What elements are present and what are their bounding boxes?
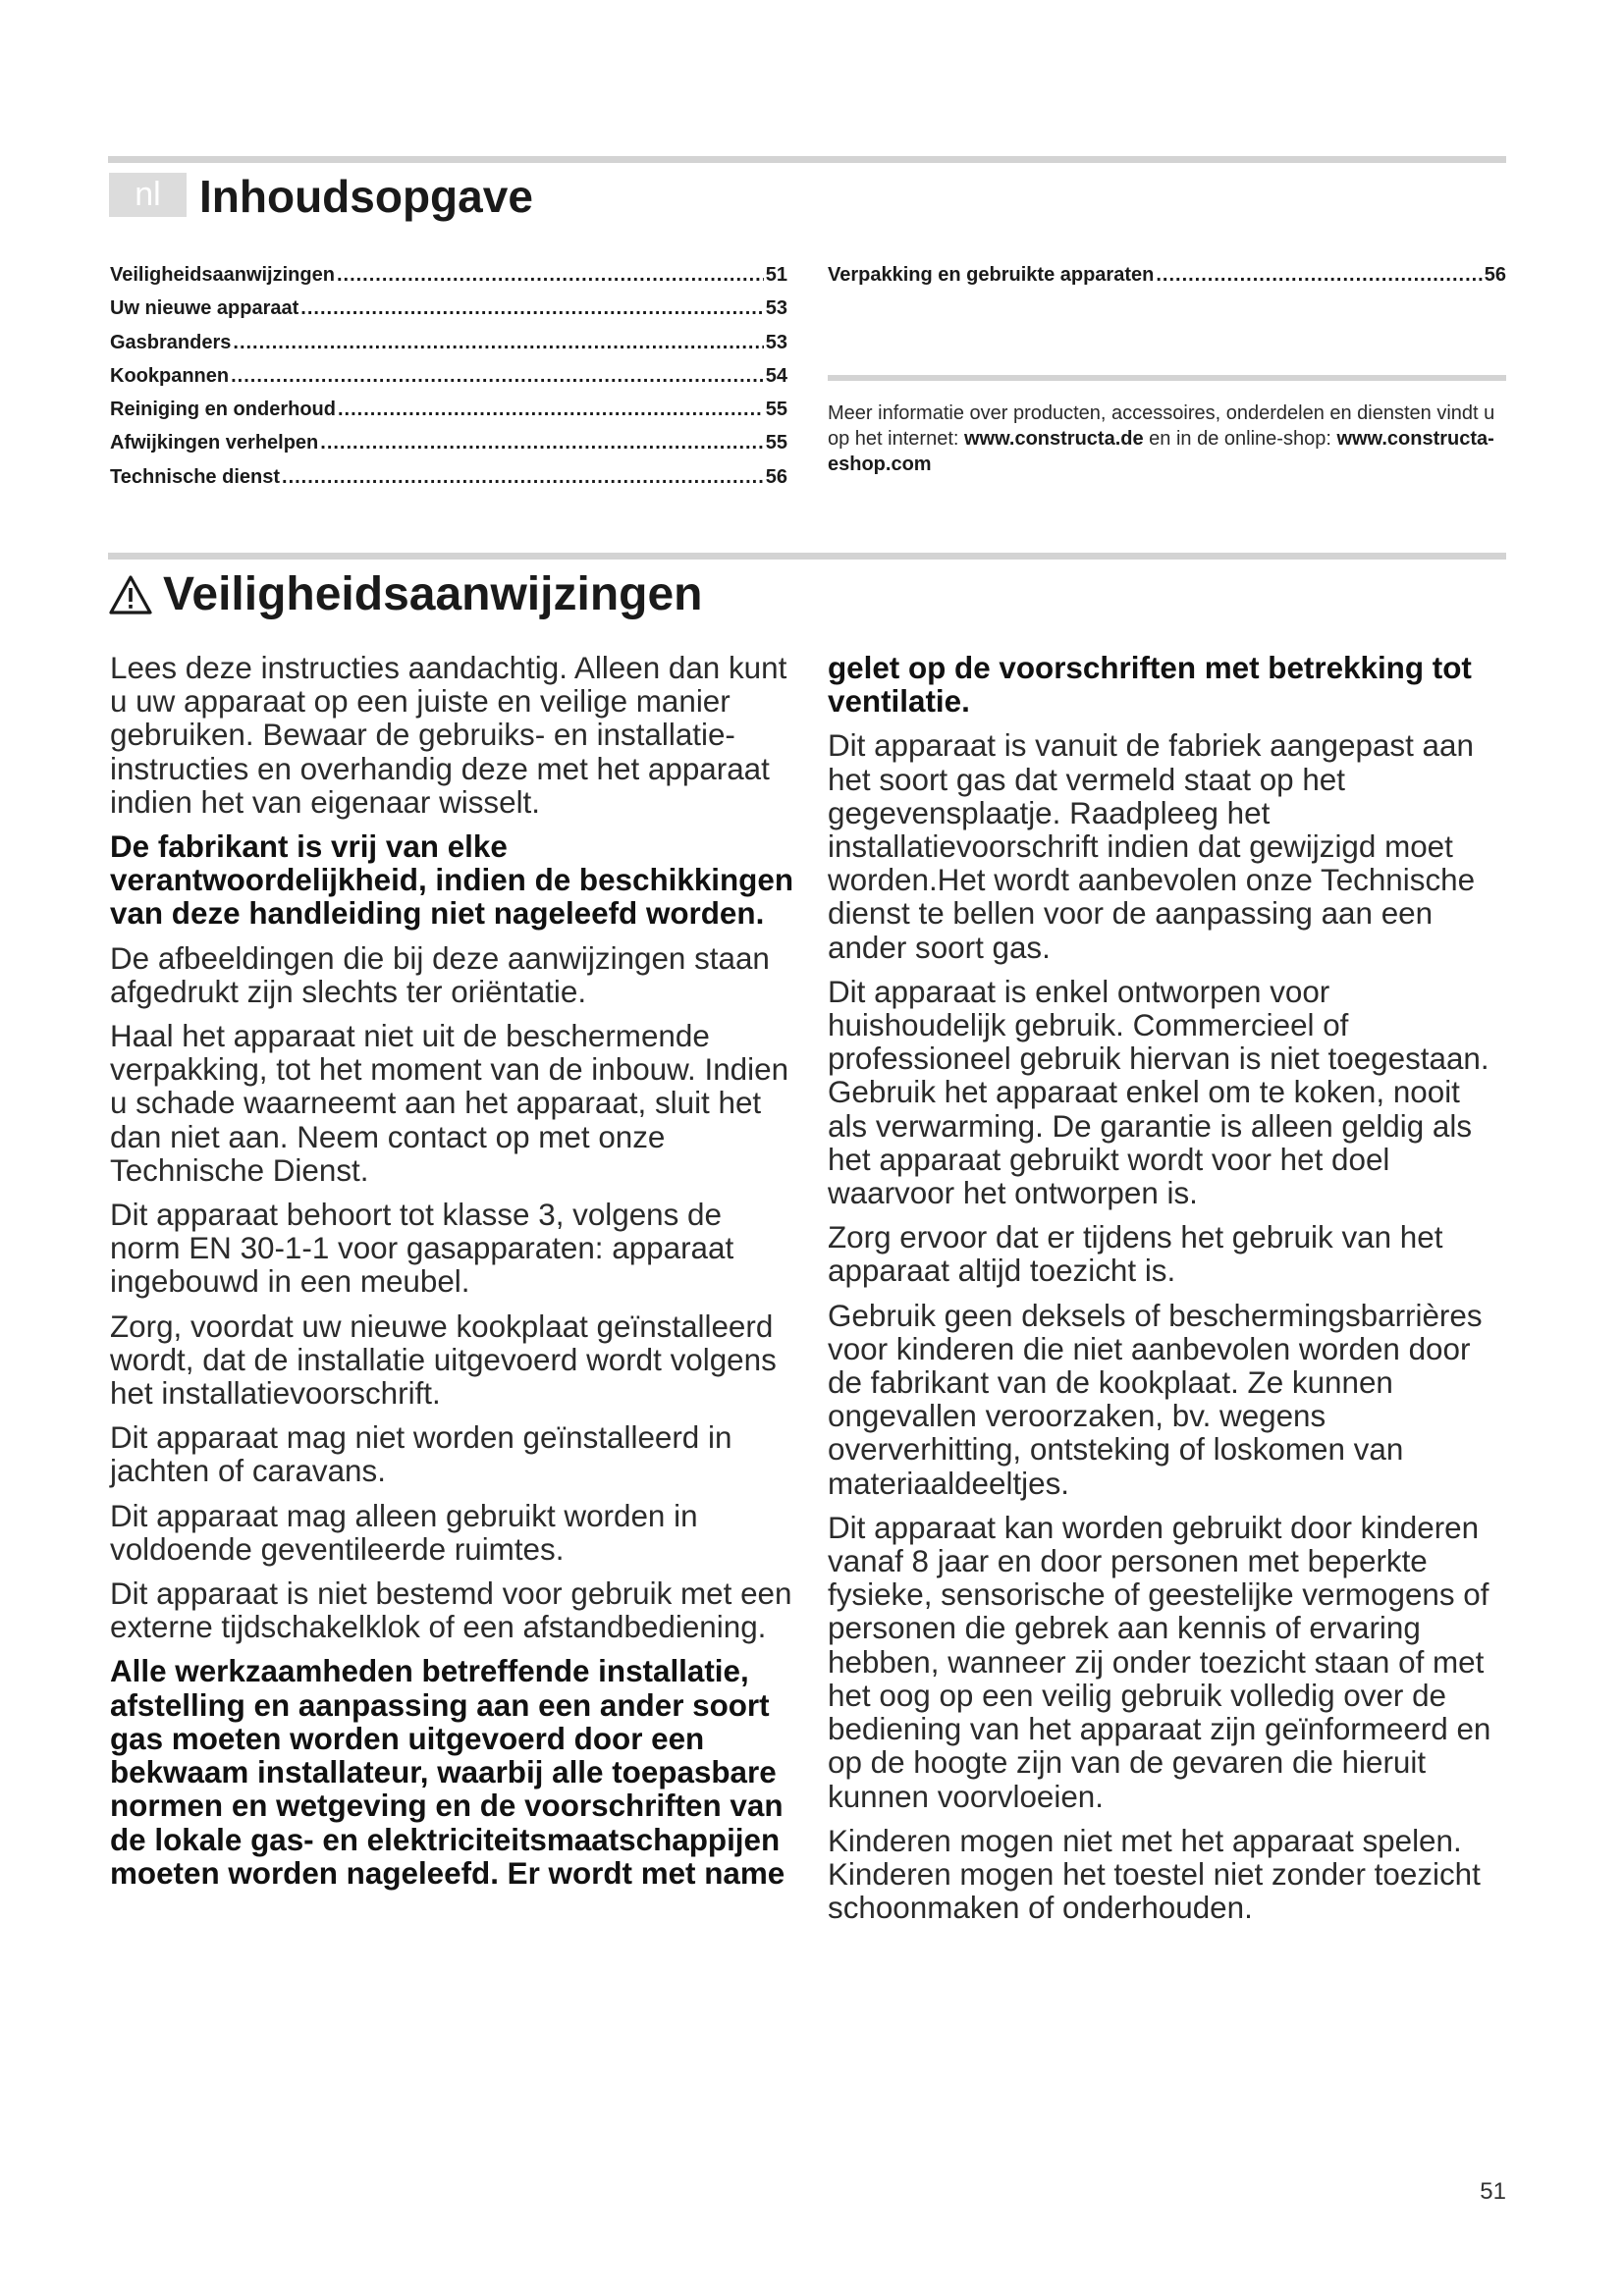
toc-entry-page: 56 (1484, 264, 1506, 286)
safety-column-right (828, 652, 1505, 1936)
toc-entry-page: 56 (765, 465, 787, 488)
toc-entry[interactable] (110, 460, 787, 494)
toc-entry-label: Verpakking en gebruikte apparaten (828, 264, 1155, 286)
language-badge: nl (109, 173, 187, 217)
body-paragraph: Dit apparaat is enkel ontworpen voor huishoudelijk gebruik. Commercieel of professioneel gebruik hiervan is niet toegestaan. Gebruik het apparaat enkel om te koken, nooit als verwarming. De garantie is alleen geldig als het apparaat gebruikt wordt voor het doel waarvoor het ontworpen is. (828, 974, 1489, 1211)
toc-entry-page: 53 (765, 331, 787, 353)
toc-list-left (110, 258, 787, 494)
body-paragraph: Zorg ervoor dat er tijdens het gebruik van het apparaat altijd toezicht is. (828, 1220, 1443, 1289)
constructa-link[interactable]: www.constructa.de (963, 428, 1144, 450)
toc-title: Inhoudsopgave (199, 171, 533, 222)
toc-leader-dots (1156, 258, 1482, 292)
info-divider (828, 375, 1506, 381)
toc-entry-page: 51 (765, 264, 787, 286)
body-paragraph: Dit apparaat kan worden gebruikt door kinderen vanaf 8 jaar en door personen met beperkte fysieke, sensorische of geestelijke vermogens of personen die gebrek aan kennis of ervaring hebben, wanneer zij onder toezicht staan of met het oog op een veilig gebruik volledig over de bediening van het apparaat zijn geïnformeerd en op de hoogte zijn van de gevaren die hieruit kunnen voorvloeien. (828, 1510, 1491, 1814)
toc-entry[interactable] (828, 258, 1506, 292)
toc-entry[interactable] (110, 326, 787, 359)
body-paragraph: Dit apparaat mag alleen gebruikt worden in voldoende geventileerde ruimtes. (110, 1498, 698, 1567)
body-paragraph: De afbeeldingen die bij deze aanwijzingen staan afgedrukt zijn slechts ter oriëntatie. (110, 940, 770, 1009)
body-paragraph: Dit apparaat behoort tot klasse 3, volgens de norm EN 30-1-1 voor gasapparaten: apparaat ingebouwd in een meubel. (110, 1198, 734, 1300)
toc-entry-label: Afwijkingen verhelpen (110, 432, 319, 454)
toc-leader-dots (338, 393, 764, 426)
toc-entry-label: Kookpannen (110, 364, 230, 387)
body-paragraph: Lees deze instructies aandachtig. Alleen dan kunt u uw apparaat op een juiste en veilige manier gebruiken. Bewaar de gebruiks- en installatie-instructies en overhandig deze met het apparaat indien het van eigenaar wisselt. (110, 651, 787, 820)
safety-heading (108, 560, 702, 630)
toc-entry-page: 55 (765, 432, 787, 454)
safety-column-left (110, 652, 797, 1901)
body-paragraph: Gebruik geen deksels of beschermingsbarrières voor kinderen die niet aanbevolen worden door de fabrikant van de kookplaat. Ze kunnen ongevallen veroorzaken, bv. wegens oververhitting, ontsteking of loskomen van materiaaldeeltjes. (828, 1298, 1483, 1501)
toc-entry-label: Uw nieuwe apparaat (110, 297, 299, 320)
toc-entry-label: Gasbranders (110, 331, 232, 353)
body-paragraph: Dit apparaat is niet bestemd voor gebruik met een externe tijdschakelklok of een afstandbediening. (110, 1576, 792, 1645)
body-paragraph: Dit apparaat is vanuit de fabriek aangepast aan het soort gas dat vermeld staat op het gegevensplaatje. Raadpleeg het installatievoorschrift indien dat gewijzigd moet worden.Het wordt aanbevolen onze Technische dienst te bellen voor de aanpassing aan een ander soort gas. (828, 728, 1476, 965)
body-paragraph: Kinderen mogen niet met het apparaat spelen. Kinderen mogen het toestel niet zonder toezicht schoonmaken of onderhouden. (828, 1823, 1481, 1926)
toc-entry[interactable] (110, 292, 787, 325)
toc-entry-label: Veiligheidsaanwijzingen (110, 264, 335, 286)
body-paragraph: Dit apparaat mag niet worden geïnstalleerd in jachten of caravans. (110, 1420, 732, 1489)
body-paragraph: Zorg, voordat uw nieuwe kookplaat geïnstalleerd wordt, dat de installatie uitgevoerd wordt volgens het installatievoorschrift. (110, 1308, 777, 1412)
toc-entry-label: Reiniging en onderhoud (110, 399, 336, 421)
toc-entry[interactable] (110, 359, 787, 393)
toc-entry-page: 55 (765, 399, 787, 421)
page-number: 51 (1480, 2178, 1506, 2205)
toc-divider (108, 156, 1506, 163)
safety-divider (108, 553, 1506, 560)
toc-leader-dots (233, 326, 763, 359)
toc-entry[interactable] (110, 393, 787, 426)
info-text-2: en in de online-shop: (1143, 428, 1337, 450)
warning-paragraph: Alle werkzaamheden betreffende installatie, afstelling en aanpassing aan een ander soort gas moeten worden uitgevoerd door een bekwaam installateur, waarbij alle toepasbare normen en wetgeving en de voorschriften van de lokale gas- en elektriciteitsmaatschappijen moeten worden nageleefd. Er wordt met name (110, 1654, 785, 1891)
toc-leader-dots (300, 292, 763, 325)
constructa-eshop-link[interactable]: www.constructa-eshop.com (828, 428, 1494, 475)
safety-heading-label: Veiligheidsaanwijzingen (163, 568, 703, 620)
warning-paragraph: De fabrikant is vrij van elke verantwoordelijkheid, indien de beschikkingen van deze handleiding niet nageleefd worden. (110, 829, 793, 932)
toc-list-right (828, 258, 1506, 292)
warning-paragraph: gelet op de voorschriften met betrekking tot ventilatie. (828, 651, 1472, 720)
toc-leader-dots (320, 426, 763, 459)
toc-entry[interactable] (110, 426, 787, 459)
info-text-1: Meer informatie over producten, accessoires, onderdelen en diensten vindt u op het internet: (828, 402, 1495, 450)
body-paragraph: Haal het apparaat niet uit de beschermende verpakking, tot het moment van de inbouw. Indien u schade waarneemt aan het apparaat, sluit het dan niet aan. Neem contact op met onze Technische Dienst. (110, 1019, 789, 1188)
more-info-text (828, 400, 1506, 477)
toc-entry-page: 53 (765, 297, 787, 320)
toc-leader-dots (231, 359, 764, 393)
toc-entry[interactable] (110, 258, 787, 292)
toc-entry-page: 54 (765, 364, 787, 387)
toc-leader-dots (282, 460, 764, 494)
toc-entry-label: Technische dienst (110, 465, 281, 488)
toc-leader-dots (337, 258, 764, 292)
warning-triangle-icon (108, 574, 153, 615)
